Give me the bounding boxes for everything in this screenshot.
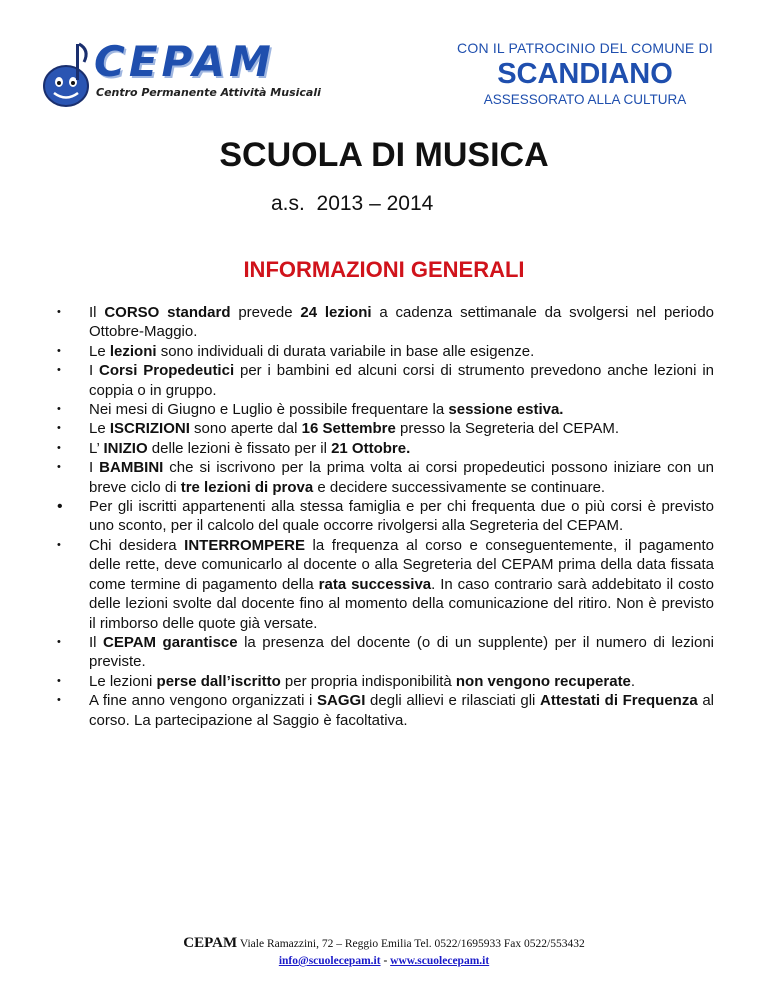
list-item-text: I <box>89 459 100 477</box>
music-note-face-icon <box>40 38 96 110</box>
list-item-text: Chi desidera <box>89 536 185 554</box>
list-item-text: presso la Segreteria del CEPAM. <box>395 420 619 438</box>
list-item <box>57 691 714 730</box>
list-item-emphasis: INIZIO <box>103 439 148 457</box>
list-item <box>57 419 714 438</box>
list-item-emphasis: ISCRIZIONI <box>109 420 190 438</box>
list-item-text: a cadenza settimanale da svolgersi nel periodo Ottobre-Maggio. <box>89 304 714 341</box>
list-item-text: L’ <box>89 439 104 457</box>
list-item-emphasis: lezioni <box>109 342 157 360</box>
list-item-emphasis: tre lezioni di prova <box>180 478 314 496</box>
list-item-text: degli allievi e rilasciati gli <box>365 692 541 710</box>
list-item-text: I <box>89 362 100 380</box>
list-item-text: . <box>630 672 636 690</box>
list-item-text: delle lezioni è fissato per il <box>147 439 332 457</box>
list-item-text: Nei mesi di Giugno e Luglio è possibile frequentare la <box>89 401 449 419</box>
list-item-emphasis: CORSO standard <box>104 304 231 321</box>
bullet-icon: • <box>57 635 61 648</box>
list-item-emphasis: Corsi Propedeutici <box>99 362 235 380</box>
bullet-icon: • <box>57 461 61 474</box>
list-item-emphasis: 21 Ottobre. <box>331 439 411 457</box>
list-item-text: per propria indisponibilità <box>280 672 456 690</box>
list-item <box>57 439 714 458</box>
list-item-emphasis: sessione estiva. <box>448 401 564 419</box>
list-item-emphasis: CEPAM garantisce <box>103 633 238 651</box>
list-item-emphasis: INTERROMPERE <box>184 536 305 554</box>
list-item-text: sono individuali di durata variabile in base alle esigenze. <box>156 342 535 360</box>
footer-links <box>0 955 768 967</box>
list-item <box>57 672 714 691</box>
list-item <box>57 303 714 342</box>
bullet-icon: • <box>57 674 61 687</box>
list-item <box>57 342 714 361</box>
footer-email-link[interactable]: info@scuolecepam.it <box>278 955 381 967</box>
footer <box>0 935 768 967</box>
bullet-icon: • <box>57 498 63 516</box>
list-item-text: Le <box>89 342 110 360</box>
list-item-text: la frequenza al corso e conseguentemente, il pagamento delle rette, deve comunicarlo al docente o alla Segreteria del CEPAM prima della data fissata come termine di pagamento della <box>89 536 714 593</box>
bullet-icon: • <box>57 403 61 416</box>
list-item-emphasis: non vengono recuperate <box>455 672 631 690</box>
list-item <box>57 633 714 672</box>
bullet-icon: • <box>57 694 61 707</box>
list-item-emphasis: rata successiva <box>318 575 432 593</box>
list-item <box>57 458 714 497</box>
bullet-icon: • <box>57 538 61 551</box>
list-item-text: che si iscrivono per la prima volta ai corsi propedeutici possono iniziare con un breve ciclo di <box>89 459 714 496</box>
section-title: INFORMAZIONI GENERALI <box>243 257 525 282</box>
list-item-text: prevede <box>230 304 301 321</box>
list-item-text: e decidere successivamente se continuare. <box>313 478 606 496</box>
bullet-icon: • <box>57 364 61 377</box>
list-item <box>57 400 714 419</box>
list-item-text: . In caso contrario sarà addebitato il costo delle lezioni svolte dal docente fino al momento della comunicazione del ritiro. Non è previsto il rimborso delle quote già versate. <box>89 575 714 632</box>
list-item-text: Per gli iscritti appartenenti alla stessa famiglia e per chi frequenta due o più corsi è previsto uno sconto, per il calcolo del quale occorre rivolgersi alla Segreteria del CEPAM. <box>89 498 714 535</box>
list-item-emphasis: 24 lezioni <box>300 304 372 321</box>
page-title: SCUOLA DI MUSICA <box>219 136 549 174</box>
logo-subtitle: Centro Permanente Attività Musicali <box>96 86 321 99</box>
footer-brand: CEPAM <box>183 935 238 951</box>
footer-separator: - <box>380 955 391 967</box>
list-item-emphasis: 16 Settembre <box>301 420 396 438</box>
list-item <box>57 361 714 400</box>
list-item-emphasis: Attestati di Frequenza <box>540 692 698 710</box>
list-item-text: Le <box>89 420 110 438</box>
list-item-text: Il <box>89 304 105 321</box>
list-item-text: A fine anno vengono organizzati i <box>89 692 318 710</box>
list-item-text: al corso. La partecipazione al Saggio è facoltativa. <box>89 692 714 729</box>
footer-address: Viale Ramazzini, 72 – Reggio Emilia Tel. 0522/1695933 Fax 0522/553432 <box>237 938 585 950</box>
list-item-emphasis: perse dall’iscritto <box>156 672 281 690</box>
list-item-emphasis: SAGGI <box>317 692 366 710</box>
bullet-icon: • <box>57 306 61 318</box>
list-item-text: Il <box>89 633 103 651</box>
logo-wordmark: CEPAM <box>94 37 275 86</box>
patronage-line1: CON IL PATROCINIO DEL COMUNE DI <box>457 40 713 56</box>
patronage-line3: ASSESSORATO ALLA CULTURA <box>483 92 687 107</box>
bullet-icon: • <box>57 422 61 435</box>
school-year: a.s. 2013 – 2014 <box>271 192 434 215</box>
list-item-text: per i bambini ed alcuni corsi di strumento prevedono anche lezioni in coppia o in gruppo. <box>89 362 715 399</box>
list-item <box>57 536 714 633</box>
bullet-icon: • <box>57 344 61 357</box>
footer-website-link[interactable]: www.scuolecepam.it <box>390 955 490 967</box>
patronage-block <box>420 40 750 107</box>
list-item-text: Le lezioni <box>89 672 157 690</box>
list-item <box>57 497 714 536</box>
list-item-text: la presenza del docente (o di un supplente) per il numero di lezioni previste. <box>89 633 714 671</box>
list-item-emphasis: BAMBINI <box>99 459 164 477</box>
list-item-text: sono aperte dal <box>189 420 302 438</box>
bullet-icon: • <box>57 441 61 454</box>
patronage-city: SCANDIANO <box>497 58 673 90</box>
info-list <box>57 303 714 730</box>
